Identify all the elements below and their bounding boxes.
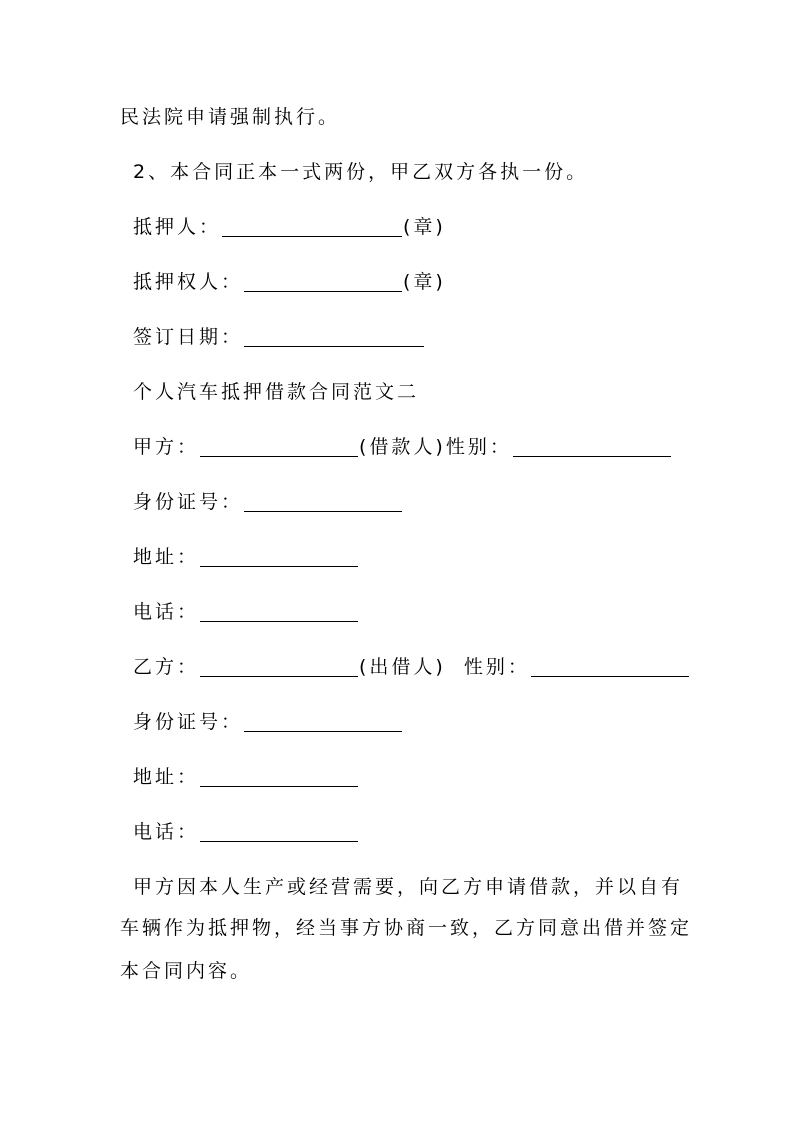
party-b-phone-line — [133, 819, 359, 845]
party-b-role-gender-label: (出借人) 性别： — [359, 656, 530, 678]
mortgagor-signature-line — [133, 214, 446, 240]
party-a-id-line — [133, 489, 403, 515]
mortgagee-blank[interactable] — [244, 271, 402, 292]
seal-label: (章) — [403, 216, 446, 238]
party-a-phone-blank[interactable] — [200, 601, 358, 622]
paragraph-line: 甲方因本人生产或经营需要，向乙方申请借款，并以自有 — [133, 876, 684, 898]
party-b-phone-blank[interactable] — [200, 821, 358, 842]
mortgagee-signature-line — [133, 269, 446, 295]
party-b-id-line — [133, 709, 403, 735]
party-b-address-line — [133, 764, 359, 790]
sign-date-line — [133, 324, 425, 350]
sign-date-blank[interactable] — [244, 326, 424, 347]
address-label: 地址： — [133, 766, 200, 788]
party-a-line — [133, 434, 672, 460]
address-label: 地址： — [133, 546, 200, 568]
party-a-phone-line — [133, 599, 359, 625]
section-title: 个人汽车抵押借款合同范文二 — [133, 381, 420, 403]
phone-label: 电话： — [133, 821, 200, 843]
party-a-name-blank[interactable] — [200, 436, 358, 457]
mortgagor-label: 抵押人： — [133, 216, 222, 238]
party-a-id-blank[interactable] — [244, 491, 402, 512]
phone-label: 电话： — [133, 601, 200, 623]
paragraph-line: 车辆作为抵押物，经当事方协商一致，乙方同意出借并签定 — [120, 917, 693, 939]
id-number-label: 身份证号： — [133, 491, 244, 513]
party-b-address-blank[interactable] — [200, 766, 358, 787]
party-a-address-blank[interactable] — [200, 546, 358, 567]
party-b-line — [133, 654, 690, 680]
party-a-gender-blank[interactable] — [513, 436, 671, 457]
party-b-id-blank[interactable] — [244, 711, 402, 732]
party-a-role-gender-label: (借款人)性别： — [359, 436, 512, 458]
party-b-label: 乙方： — [133, 656, 200, 678]
mortgagor-blank[interactable] — [222, 216, 402, 237]
party-a-address-line — [133, 544, 359, 570]
sign-date-label: 签订日期： — [133, 326, 244, 348]
text-line: 民法院申请强制执行。 — [120, 106, 341, 128]
party-a-label: 甲方： — [133, 436, 200, 458]
party-b-gender-blank[interactable] — [531, 656, 689, 677]
paragraph-line: 本合同内容。 — [120, 960, 253, 982]
mortgagee-label: 抵押权人： — [133, 271, 244, 293]
seal-label: (章) — [403, 271, 446, 293]
clause-copies: 2、本合同正本一式两份，甲乙双方各执一份。 — [133, 161, 589, 183]
id-number-label: 身份证号： — [133, 711, 244, 733]
party-b-name-blank[interactable] — [200, 656, 358, 677]
